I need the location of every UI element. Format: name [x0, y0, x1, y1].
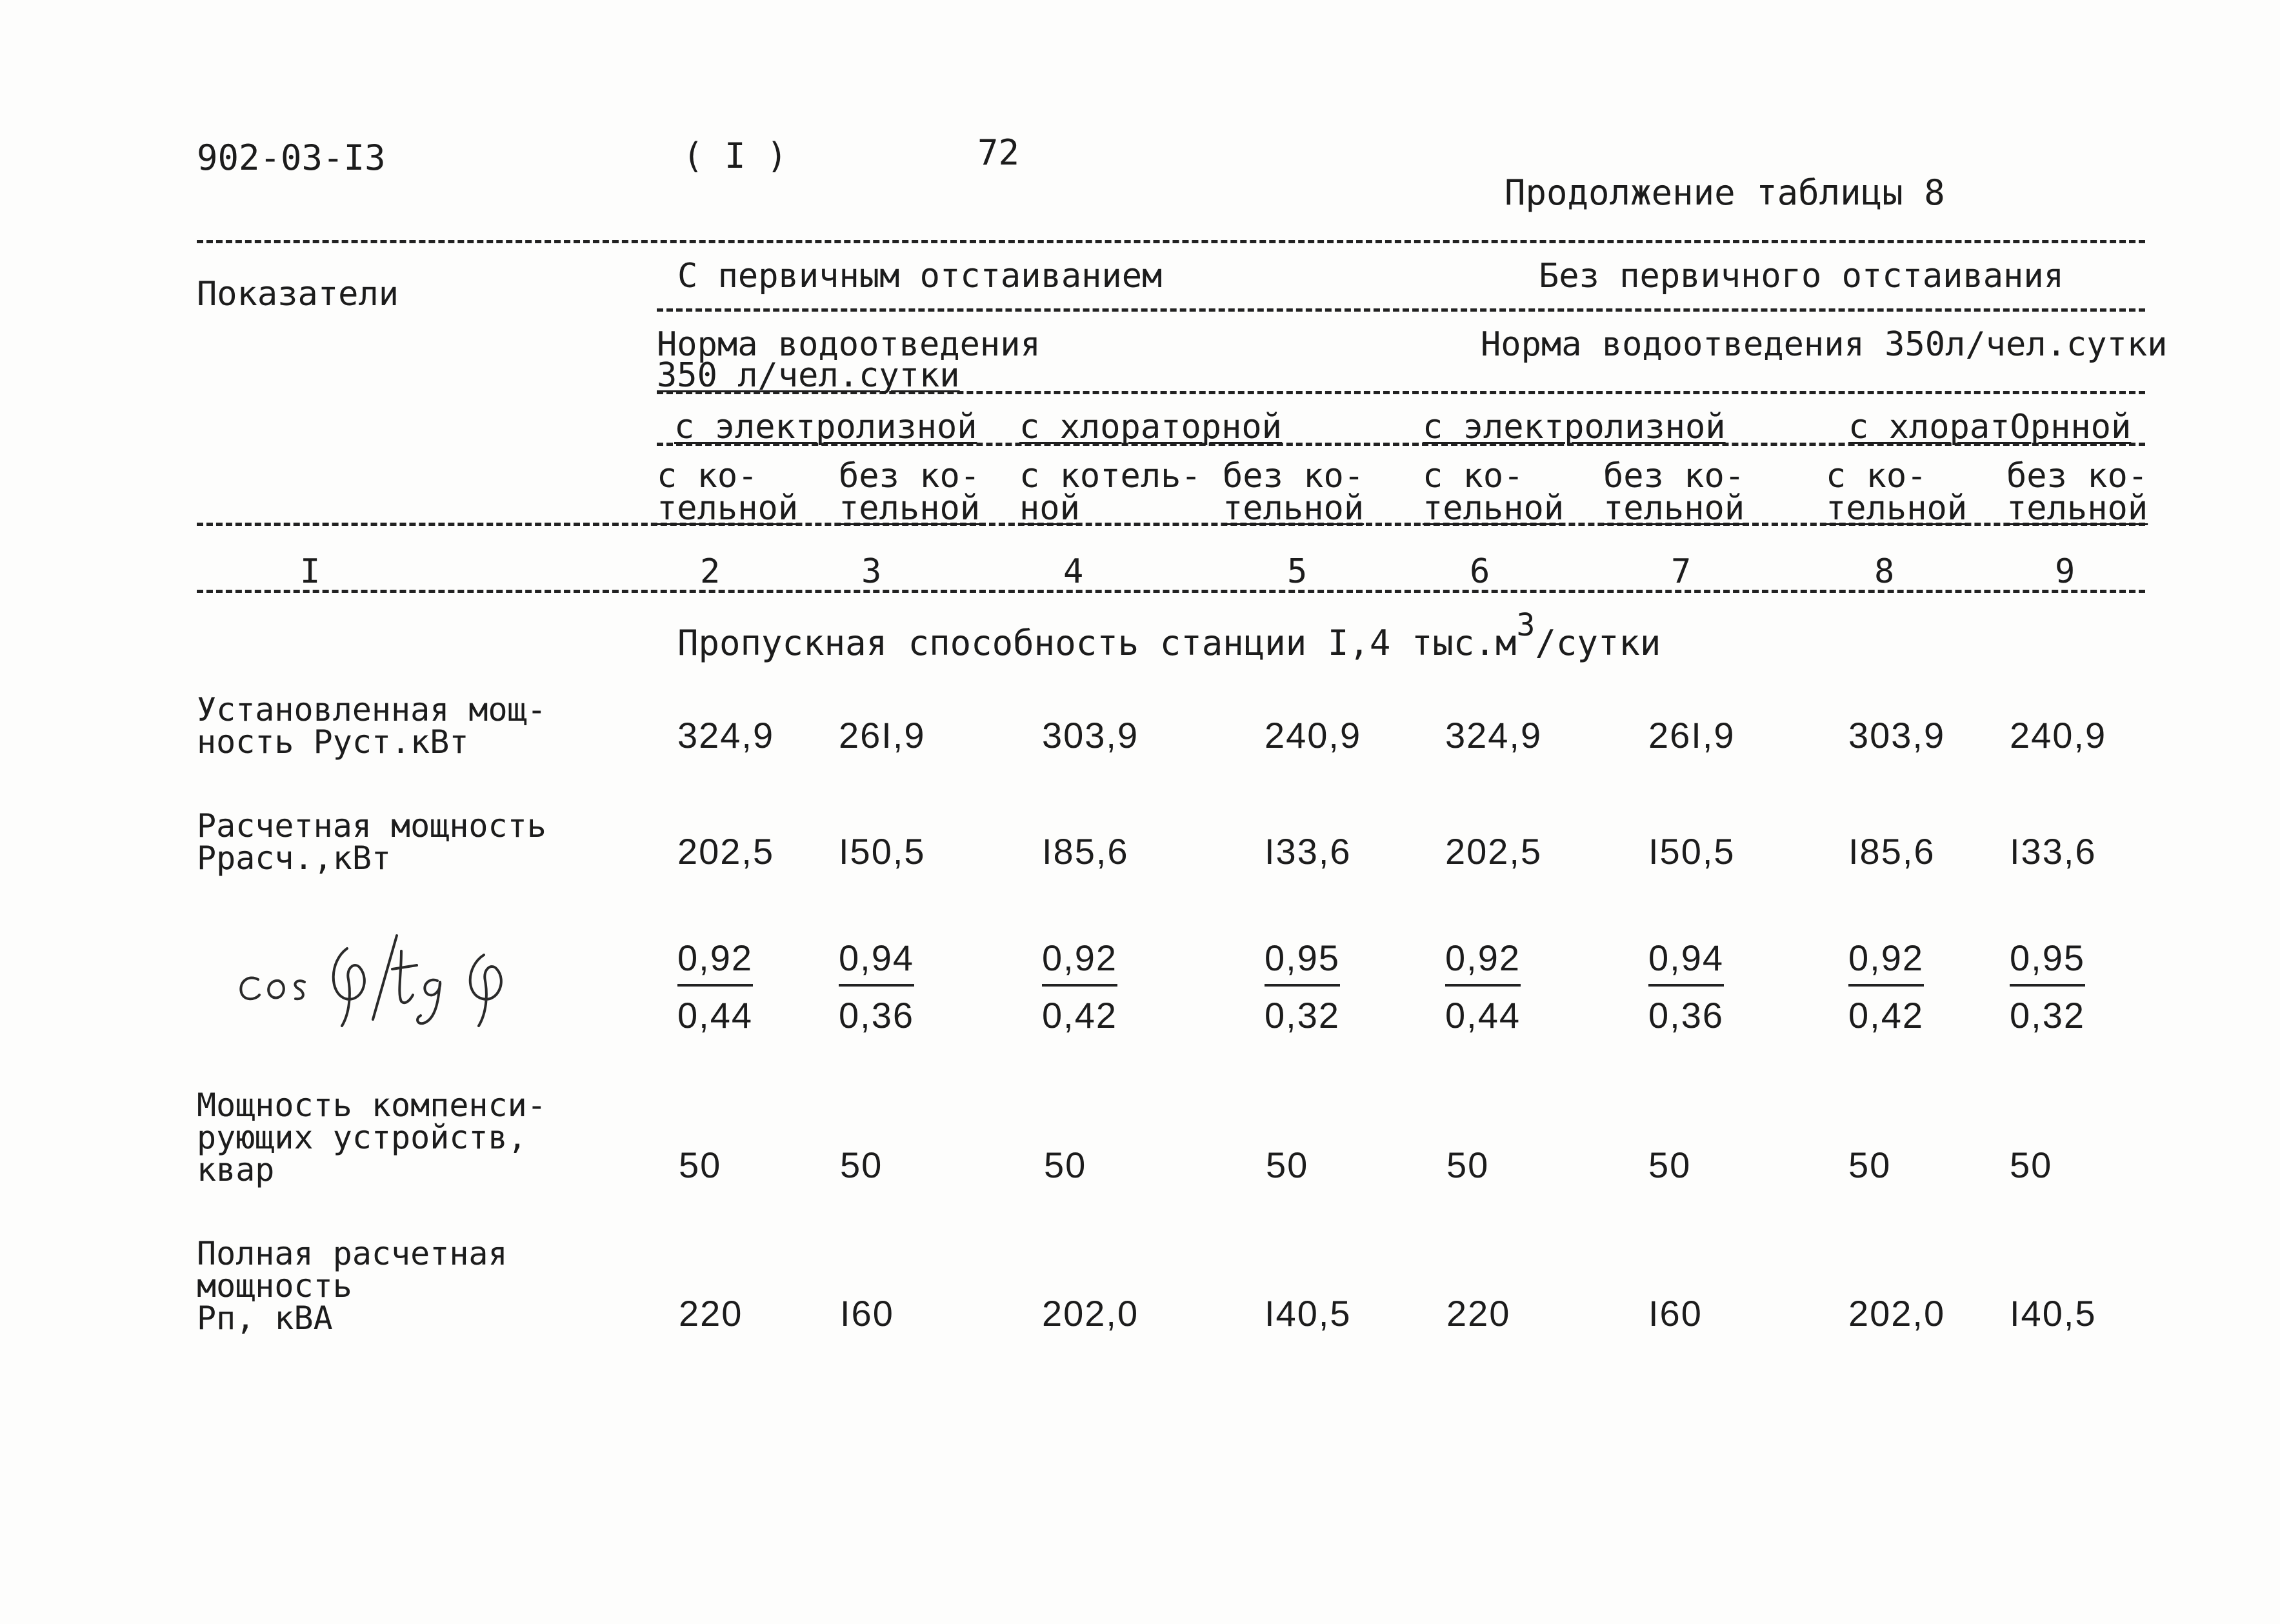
table-cell: 240,9 — [2010, 715, 2107, 756]
table-cell: I60 — [1648, 1293, 1703, 1334]
col-number: 4 — [1063, 552, 1084, 591]
fraction-denominator: 0,44 — [1445, 995, 1521, 1036]
fraction-cell — [1648, 937, 1724, 1036]
document-code: 902-03-I3 — [197, 137, 386, 178]
row-label-line: Полная расчетная — [197, 1235, 508, 1272]
capacity-prefix: Пропускная способность станции I,4 тыс.м — [677, 623, 1517, 663]
rule-numbers-bottom — [197, 590, 2145, 593]
group-title-with-settling: С первичным отстаиванием — [677, 257, 1163, 296]
col-label-5-l2: тельной — [1223, 489, 1365, 528]
cos-phi-tg-phi-handwritten-label — [232, 923, 516, 1032]
table-cell: 50 — [1446, 1145, 1490, 1185]
fraction-numerator: 0,92 — [1042, 937, 1117, 987]
table-cell: 50 — [679, 1145, 722, 1185]
table-cell: I50,5 — [839, 831, 926, 872]
norm2: Норма водоотведения 350л/чел.сутки — [1481, 325, 2168, 364]
fraction-numerator: 0,94 — [1648, 937, 1724, 987]
table-cell: I40,5 — [1265, 1293, 1352, 1334]
sub-chlorator-2: с хлоратОрнной — [1848, 408, 2132, 446]
fraction-denominator: 0,42 — [1848, 995, 1924, 1036]
row-label-line: Рп, кВА — [197, 1299, 333, 1337]
group-title-without-settling: Без первичного отстаивания — [1539, 257, 2064, 296]
page-number: 72 — [977, 132, 1020, 173]
row-label-line: Установленная мощ- — [197, 691, 546, 728]
fraction-numerator: 0,92 — [1445, 937, 1521, 987]
col-label-7-l1: без ко- — [1603, 457, 1745, 496]
col-number: 8 — [1874, 552, 1895, 591]
table-cell: 26I,9 — [839, 715, 926, 756]
col-label-6-l2: тельной — [1423, 489, 1565, 528]
table-cell: 202,0 — [1848, 1293, 1946, 1334]
row-label-line: Расчетная мощность — [197, 807, 546, 845]
col-number: I — [300, 552, 321, 591]
table-cell: 220 — [679, 1293, 743, 1334]
fraction-denominator: 0,36 — [1648, 995, 1724, 1036]
capacity-suffix: /сутки — [1535, 623, 1661, 663]
fraction-numerator: 0,94 — [839, 937, 914, 987]
table-cell: 220 — [1446, 1293, 1511, 1334]
col-label-2-l1: с ко- — [657, 457, 758, 496]
table-continuation-title: Продолжение таблицы 8 — [1505, 172, 1945, 213]
col-label-2-l2: тельной — [657, 489, 799, 528]
row-label-line: Ррасч.,кВт — [197, 839, 392, 877]
sub-chlorator-1: с хлораторной — [1019, 408, 1282, 446]
row-label-line: квар — [197, 1151, 275, 1188]
fraction-numerator: 0,92 — [1848, 937, 1924, 987]
fraction-numerator: 0,95 — [1265, 937, 1340, 987]
sub-electrolysis-2: с электролизной — [1423, 408, 1726, 446]
row-label-line: Мощность компенси- — [197, 1087, 546, 1124]
table-cell: 324,9 — [1445, 715, 1543, 756]
table-cell: I33,6 — [1265, 831, 1352, 872]
fraction-cell — [1848, 937, 1924, 1036]
fraction-numerator: 0,92 — [677, 937, 753, 987]
rule-group-split — [657, 308, 2145, 312]
col-label-9-l2: тельной — [2006, 489, 2148, 528]
table-cell: I85,6 — [1042, 831, 1129, 872]
table-cell: 324,9 — [677, 715, 775, 756]
table-cell: I33,6 — [2010, 831, 2097, 872]
capacity-superscript: 3 — [1516, 607, 1535, 643]
col-label-6-l1: с ко- — [1423, 457, 1524, 496]
table-cell: I60 — [840, 1293, 894, 1334]
norm1-line1: Норма водоотведения — [657, 325, 1041, 364]
fraction-denominator: 0,42 — [1042, 995, 1117, 1036]
fraction-denominator: 0,32 — [1265, 995, 1340, 1036]
table-cell: 202,5 — [1445, 831, 1543, 872]
table-cell: 50 — [2010, 1145, 2053, 1185]
table-cell: 50 — [840, 1145, 883, 1185]
table-cell: 240,9 — [1265, 715, 1362, 756]
fraction-denominator: 0,32 — [2010, 995, 2085, 1036]
col-label-3-l2: тельной — [839, 489, 981, 528]
table-cell: 26I,9 — [1648, 715, 1735, 756]
rule-top — [197, 240, 2145, 243]
fraction-denominator: 0,44 — [677, 995, 753, 1036]
col-label-7-l2: тельной — [1603, 489, 1745, 528]
fraction-numerator: 0,95 — [2010, 937, 2085, 987]
row-label-line: рующих устройств, — [197, 1119, 527, 1156]
col-number: 6 — [1470, 552, 1490, 591]
fraction-cell — [2010, 937, 2085, 1036]
col-number: 3 — [861, 552, 882, 591]
table-cell: I50,5 — [1648, 831, 1735, 872]
col-label-3-l1: без ко- — [839, 457, 981, 496]
col-label-5-l1: без ко- — [1223, 457, 1365, 496]
table-cell: 50 — [1044, 1145, 1087, 1185]
row-header-label: Показатели — [197, 275, 399, 314]
table-cell: 202,5 — [677, 831, 775, 872]
col-label-8-l1: с ко- — [1826, 457, 1927, 496]
row-label-line: мощность — [197, 1267, 352, 1305]
fraction-cell — [839, 937, 914, 1036]
table-cell: 50 — [1266, 1145, 1309, 1185]
table-cell: 202,0 — [1042, 1293, 1139, 1334]
table-cell: 50 — [1648, 1145, 1692, 1185]
row-label-line: ность Руст.кВт — [197, 723, 469, 761]
col-number: 2 — [700, 552, 721, 591]
table-cell: I40,5 — [2010, 1293, 2097, 1334]
fraction-cell — [1042, 937, 1117, 1036]
norm1-line2: 350 л/чел.сутки — [657, 356, 960, 395]
table-cell: 50 — [1848, 1145, 1892, 1185]
col-label-9-l1: без ко- — [2006, 457, 2148, 496]
sub-electrolysis-1: с электролизной — [674, 408, 977, 446]
col-label-8-l2: тельной — [1826, 489, 1968, 528]
col-number: 7 — [1671, 552, 1692, 591]
fraction-cell — [1265, 937, 1340, 1036]
fraction-cell — [677, 937, 753, 1036]
table-cell: I85,6 — [1848, 831, 1935, 872]
station-capacity — [677, 607, 1661, 663]
fraction-denominator: 0,36 — [839, 995, 914, 1036]
col-number: 9 — [2055, 552, 2075, 591]
table-cell: 303,9 — [1042, 715, 1139, 756]
col-label-4-l2: ной — [1019, 489, 1080, 528]
col-number: 5 — [1287, 552, 1308, 591]
col-label-4-l1: с котель- — [1019, 457, 1201, 496]
document-part: ( I ) — [683, 135, 788, 176]
table-cell: 303,9 — [1848, 715, 1946, 756]
fraction-cell — [1445, 937, 1521, 1036]
